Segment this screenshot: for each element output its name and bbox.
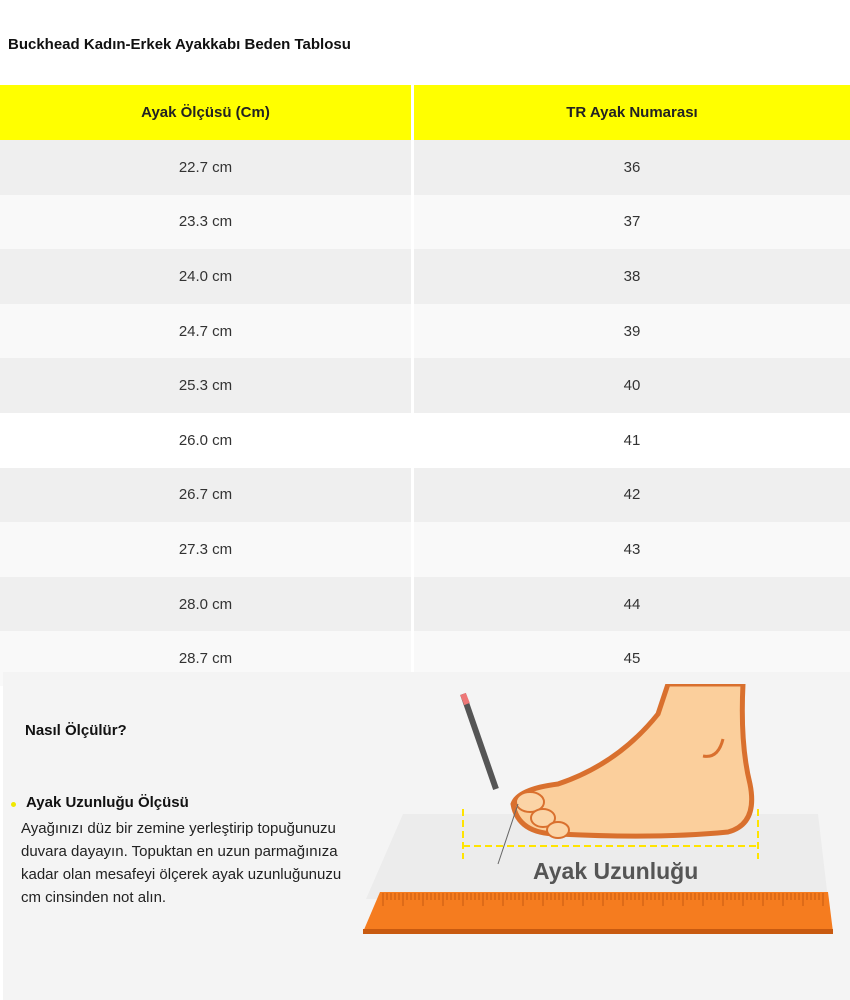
tr-size-cell: 43 xyxy=(414,522,850,577)
illustration-label: Ayak Uzunluğu xyxy=(533,858,699,884)
foot-size-cell: 28.7 cm xyxy=(0,631,414,686)
foot-size-cell: 24.7 cm xyxy=(0,304,414,359)
foot-size-cell: 22.7 cm xyxy=(0,140,414,195)
header-foot-size: Ayak Ölçüsü (Cm) xyxy=(0,85,414,140)
size-table xyxy=(0,85,850,686)
table-row xyxy=(0,140,850,195)
foot-size-cell: 26.0 cm xyxy=(0,413,414,468)
foot-size-cell: 23.3 cm xyxy=(0,195,414,250)
tr-size-cell: 38 xyxy=(414,249,850,304)
tr-size-cell: 36 xyxy=(414,140,850,195)
tr-size-cell: 40 xyxy=(414,358,850,413)
header-tr-size: TR Ayak Numarası xyxy=(414,85,850,140)
foot-size-cell: 24.0 cm xyxy=(0,249,414,304)
table-row xyxy=(0,195,850,250)
guide-heading: Nasıl Ölçülür? xyxy=(25,722,127,739)
table-row xyxy=(0,249,850,304)
tr-size-cell: 44 xyxy=(414,577,850,632)
foot-size-cell: 25.3 cm xyxy=(0,358,414,413)
foot-measure-illustration xyxy=(358,684,838,944)
table-row xyxy=(0,413,850,468)
foot-size-cell: 27.3 cm xyxy=(0,522,414,577)
guide-item-text: Ayağınızı düz bir zemine yerleştirip topuğunuzu duvara dayayın. Topuktan en uzun parmağınıza kadar olan mesafeyi ölçerek ayak uzunluğunuzu cm cinsinden not alın. xyxy=(21,820,342,906)
page-title: Buckhead Kadın-Erkek Ayakkabı Beden Tablosu xyxy=(8,36,351,53)
tr-size-cell: 42 xyxy=(414,468,850,523)
tr-size-cell: 37 xyxy=(414,195,850,250)
table-row xyxy=(0,304,850,359)
table-row xyxy=(0,468,850,523)
guide-item-title: Ayak Uzunluğu Ölçüsü xyxy=(26,794,189,811)
foot-size-cell: 26.7 cm xyxy=(0,468,414,523)
tr-size-cell: 41 xyxy=(414,413,850,468)
table-row xyxy=(0,522,850,577)
tr-size-cell: 45 xyxy=(414,631,850,686)
bullet-icon xyxy=(11,802,16,807)
foot-size-cell: 28.0 cm xyxy=(0,577,414,632)
measure-guide xyxy=(3,672,850,1000)
table-row xyxy=(0,577,850,632)
table-row xyxy=(0,358,850,413)
tr-size-cell: 39 xyxy=(414,304,850,359)
